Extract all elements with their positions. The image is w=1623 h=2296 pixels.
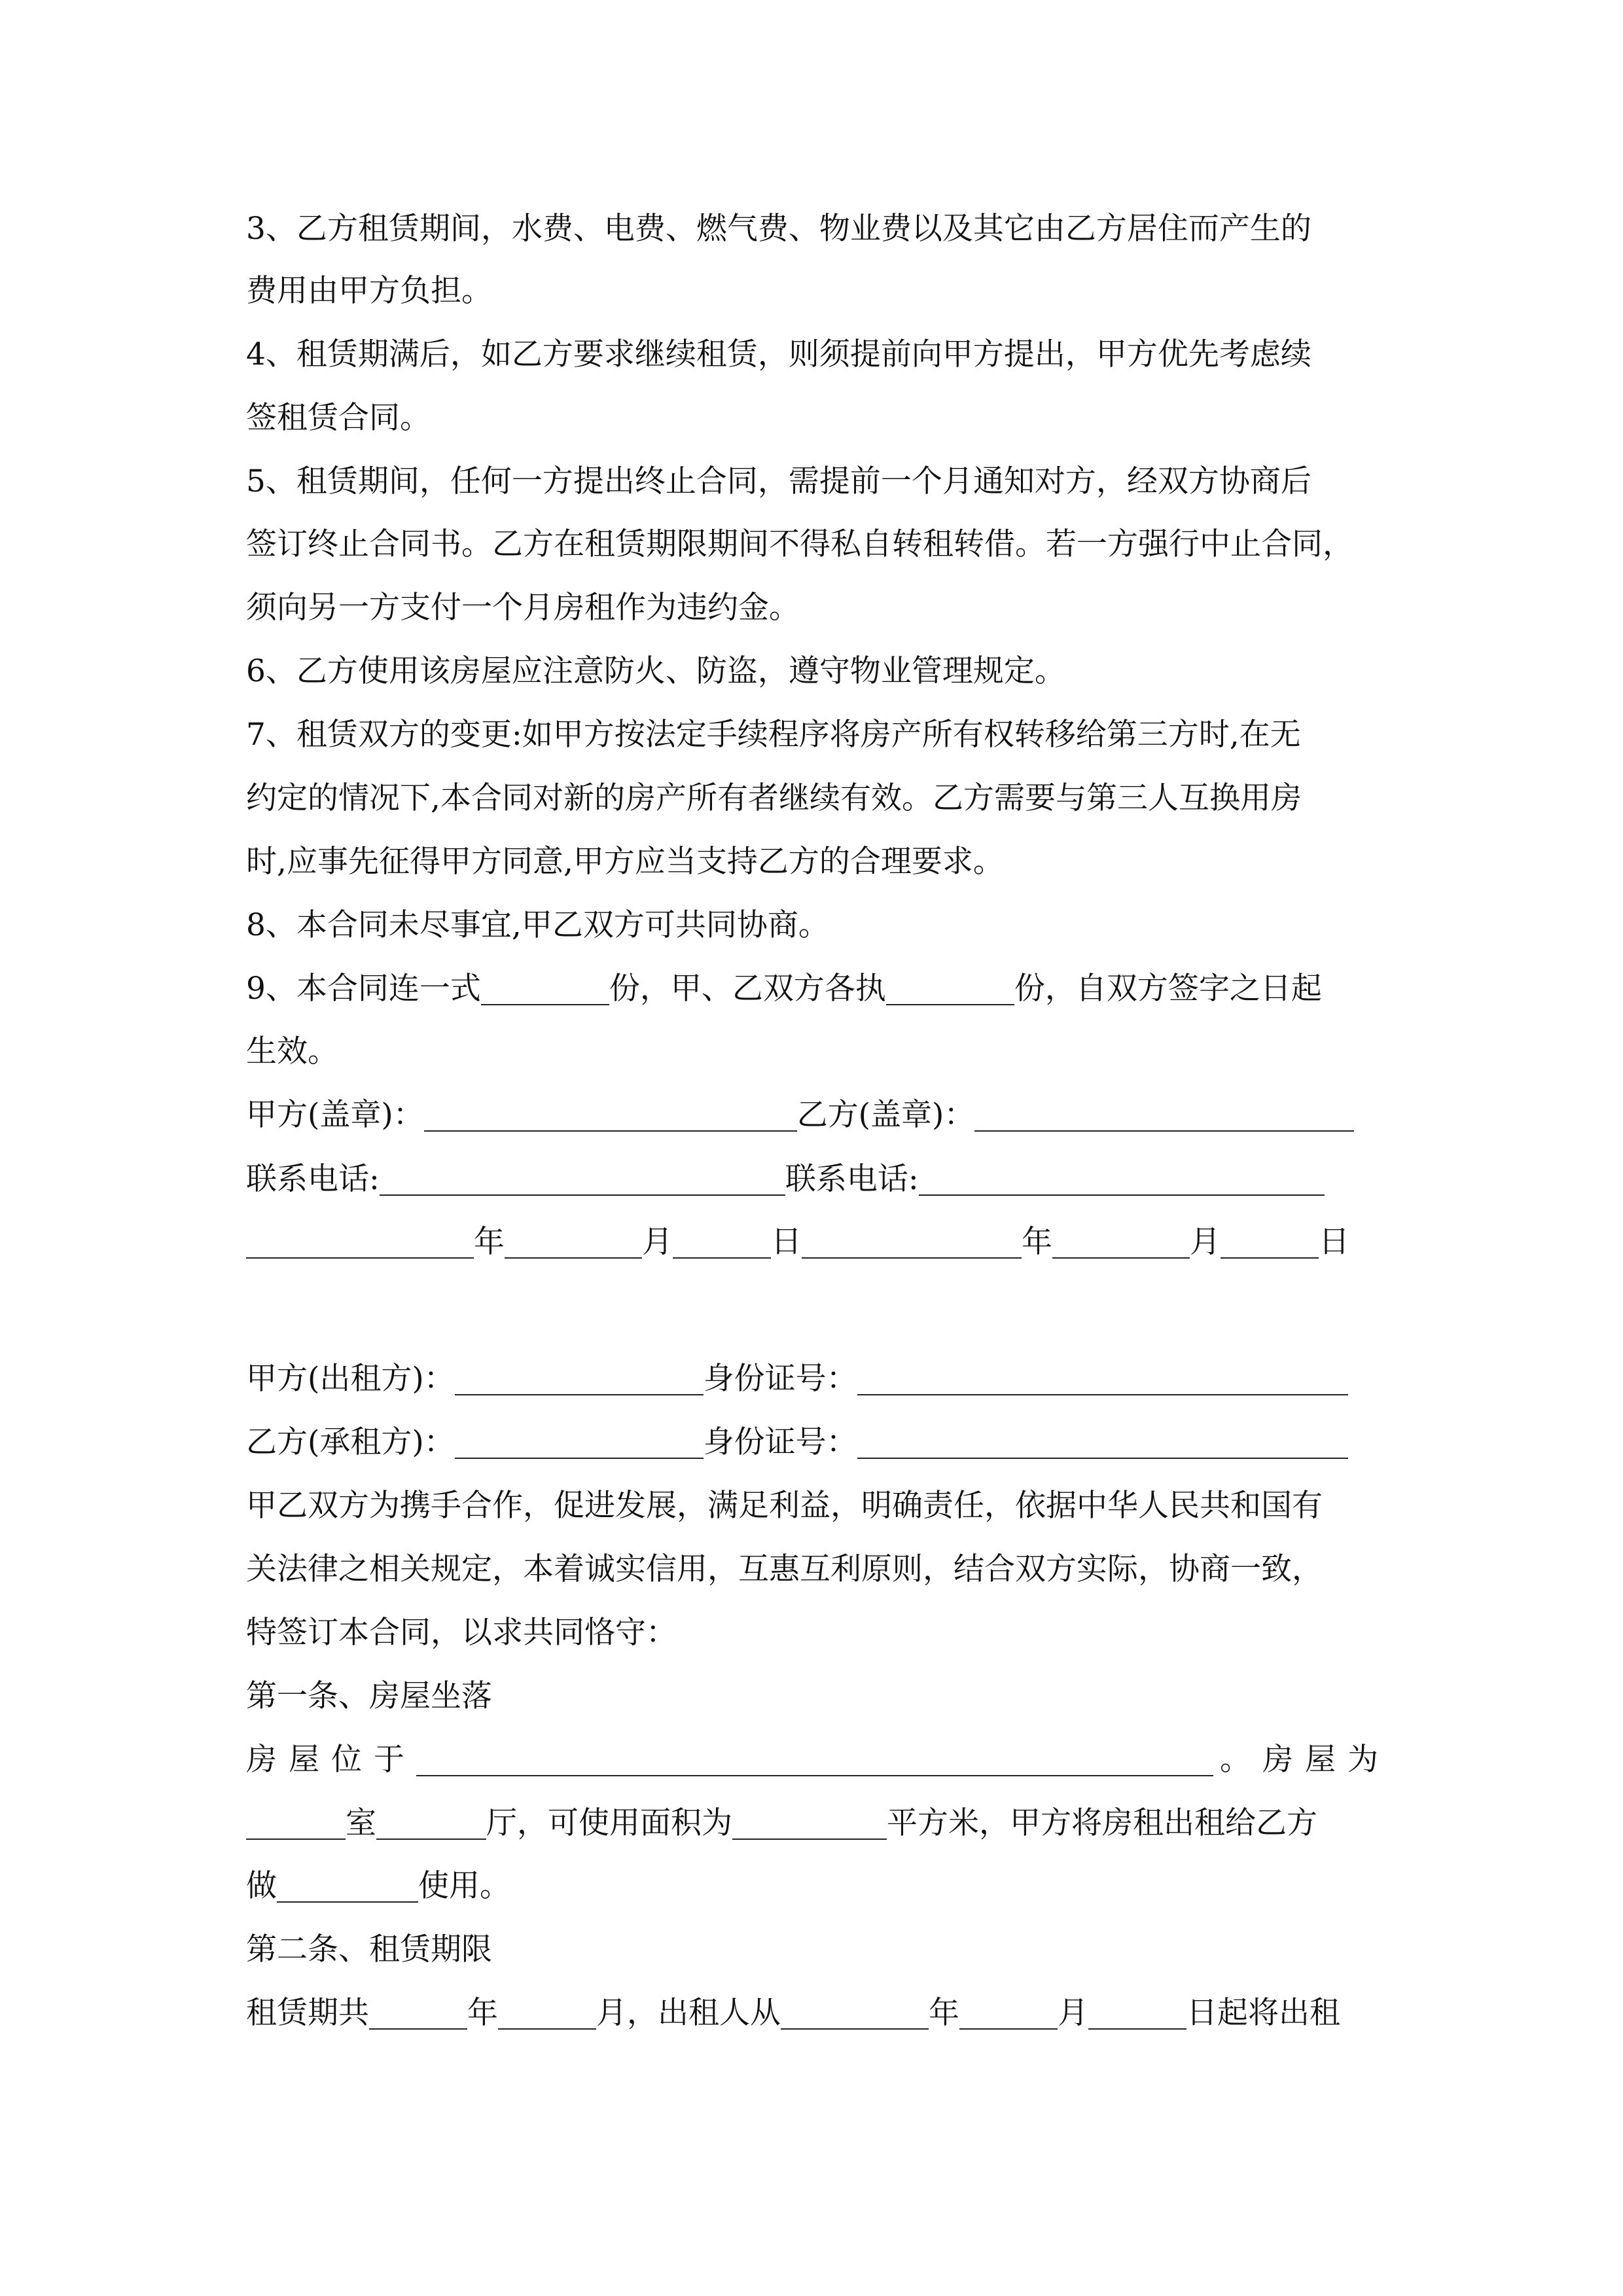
halls-blank[interactable]	[376, 1808, 486, 1840]
party-a-day-blank[interactable]	[673, 1227, 771, 1259]
article-1-title	[246, 1676, 1378, 1717]
article-1-line-2	[246, 1803, 1378, 1844]
clause-text: 生效。	[246, 1033, 338, 1069]
article-text: 室	[346, 1805, 376, 1841]
clause-text: 份，甲、乙双方各执	[609, 971, 886, 1007]
clause-text: 3、乙方租赁期间，水费、电费、燃气费、物业费以及其它由乙方居住而产生的	[246, 211, 1311, 247]
article-text: 月，出租人从	[596, 1995, 781, 2031]
party-a-phone-label: 联系电话:	[246, 1161, 380, 1197]
start-month-blank[interactable]	[959, 1998, 1058, 2030]
article-text: 使用。	[418, 1868, 510, 1904]
party-a-year-blank[interactable]	[246, 1227, 474, 1259]
copies-total-blank[interactable]	[481, 974, 609, 1005]
year-label: 年	[1022, 1224, 1052, 1260]
clause-text: 签订终止合同书。乙方在租赁期限期间不得私自转租转借。若一方强行中止合同，	[246, 526, 1353, 562]
clause-text: 9、本合同连一式	[246, 971, 481, 1007]
article-text: 年	[467, 1995, 498, 2031]
clause-7-line-3	[246, 841, 1378, 883]
clause-5-line-1	[246, 461, 1378, 503]
id-number-label: 身份证号：	[703, 1424, 857, 1460]
clause-text: 须向另一方支付一个月房租作为违约金。	[246, 590, 800, 626]
article-title: 第一条、房屋坐落	[246, 1678, 492, 1714]
party-b-phone-label: 联系电话:	[785, 1161, 919, 1197]
article-2-title	[246, 1929, 1378, 1971]
id-number-label: 身份证号：	[703, 1361, 857, 1397]
party-a-phone-blank[interactable]	[380, 1164, 785, 1196]
article-1-line-3	[246, 1865, 1378, 1907]
clause-4-line-1	[246, 334, 1378, 376]
intro-text: 特签订本合同，以求共同恪守：	[246, 1615, 677, 1651]
clause-text: 费用由甲方负担。	[246, 273, 492, 309]
clause-4-line-2	[246, 397, 1378, 439]
article-text: 租赁期共	[246, 1995, 369, 2031]
intro-line-3	[246, 1612, 1378, 1654]
article-text: 日起将出租	[1186, 1995, 1340, 2031]
seal-row	[246, 1094, 1378, 1136]
clause-text: 份，自双方签字之日起	[1014, 971, 1322, 1007]
party-a-month-blank[interactable]	[505, 1227, 642, 1259]
article-text: 厅，可使用面积为	[486, 1805, 732, 1841]
month-label: 月	[642, 1224, 673, 1260]
term-months-blank[interactable]	[498, 1998, 596, 2030]
date-row	[246, 1221, 1378, 1263]
day-label: 日	[771, 1224, 802, 1260]
intro-line-1	[246, 1485, 1378, 1527]
article-title: 第二条、租赁期限	[246, 1931, 492, 1967]
party-b-seal-label: 乙方(盖章)：	[796, 1097, 975, 1133]
lessor-name-blank[interactable]	[455, 1364, 704, 1395]
clause-text: 签租赁合同。	[246, 400, 431, 436]
clause-text: 7、租赁双方的变更:如甲方按法定手续程序将房产所有权转移给第三方时,在无	[246, 717, 1301, 753]
intro-line-2	[246, 1549, 1378, 1590]
clause-text: 4、租赁期满后，如乙方要求继续租赁，则须提前向甲方提出，甲方优先考虑续	[246, 336, 1311, 372]
lessor-label: 甲方(出租方)：	[246, 1361, 455, 1397]
lessee-label: 乙方(承租方)：	[246, 1424, 455, 1460]
article-text: 。房屋为	[1220, 1742, 1390, 1778]
clause-text: 8、本合同未尽事宜,甲乙双方可共同协商。	[246, 907, 829, 943]
clause-3-line-1	[246, 208, 1378, 250]
house-location-blank[interactable]	[416, 1745, 1213, 1776]
lessee-id-blank[interactable]	[857, 1427, 1348, 1459]
term-years-blank[interactable]	[369, 1998, 467, 2030]
party-b-seal-blank[interactable]	[974, 1100, 1354, 1132]
start-day-blank[interactable]	[1088, 1998, 1186, 2030]
usage-blank[interactable]	[277, 1871, 418, 1903]
lessee-name-blank[interactable]	[455, 1427, 704, 1459]
article-1-line-1	[246, 1739, 1390, 1781]
party-a-seal-blank[interactable]	[424, 1100, 797, 1132]
area-blank[interactable]	[732, 1808, 887, 1840]
phone-row	[246, 1158, 1378, 1200]
clause-5-line-2	[246, 524, 1378, 565]
article-2-line-1	[246, 1992, 1378, 2034]
party-a-seal-label: 甲方(盖章)：	[246, 1097, 424, 1133]
party-b-phone-blank[interactable]	[919, 1164, 1325, 1196]
copies-each-blank[interactable]	[886, 974, 1014, 1005]
clause-text: 约定的情况下,本合同对新的房产所有者继续有效。乙方需要与第三人互换用房	[246, 780, 1302, 816]
clause-9-line-1	[246, 968, 1378, 1010]
clause-7-line-1	[246, 714, 1378, 756]
year-label: 年	[474, 1224, 505, 1260]
party-b-year-blank[interactable]	[802, 1227, 1022, 1259]
lessee-row	[246, 1422, 1378, 1463]
clause-5-line-3	[246, 587, 1378, 629]
month-label: 月	[1190, 1224, 1221, 1260]
clause-text: 5、租赁期间，任何一方提出终止合同，需提前一个月通知对方，经双方协商后	[246, 463, 1311, 499]
article-text: 平方米，甲方将房租出租给乙方	[887, 1805, 1317, 1841]
clause-text: 时,应事先征得甲方同意,甲方应当支持乙方的合理要求。	[246, 844, 1004, 880]
clause-8-line-1	[246, 905, 1378, 946]
lessor-row	[246, 1358, 1378, 1400]
clause-3-line-2	[246, 270, 1378, 312]
article-text: 年	[929, 1995, 959, 2031]
lessor-id-blank[interactable]	[857, 1364, 1348, 1395]
clause-7-line-2	[246, 778, 1378, 819]
rooms-blank[interactable]	[246, 1808, 346, 1840]
article-text: 月	[1058, 1995, 1088, 2031]
location-label: 房屋位于	[246, 1742, 416, 1778]
intro-text: 甲乙双方为携手合作，促进发展，满足利益，明确责任，依据中华人民共和国有	[246, 1488, 1323, 1524]
party-b-day-blank[interactable]	[1221, 1227, 1319, 1259]
clause-9-line-2	[246, 1031, 1378, 1073]
article-text: 做	[246, 1868, 277, 1904]
clause-text: 6、乙方使用该房屋应注意防火、防盗，遵守物业管理规定。	[246, 653, 1065, 689]
clause-6-line-1	[246, 651, 1378, 692]
start-year-blank[interactable]	[781, 1998, 929, 2030]
day-label: 日	[1319, 1224, 1349, 1260]
party-b-month-blank[interactable]	[1052, 1227, 1190, 1259]
intro-text: 关法律之相关规定，本着诚实信用，互惠互利原则，结合双方实际，协商一致，	[246, 1551, 1323, 1587]
